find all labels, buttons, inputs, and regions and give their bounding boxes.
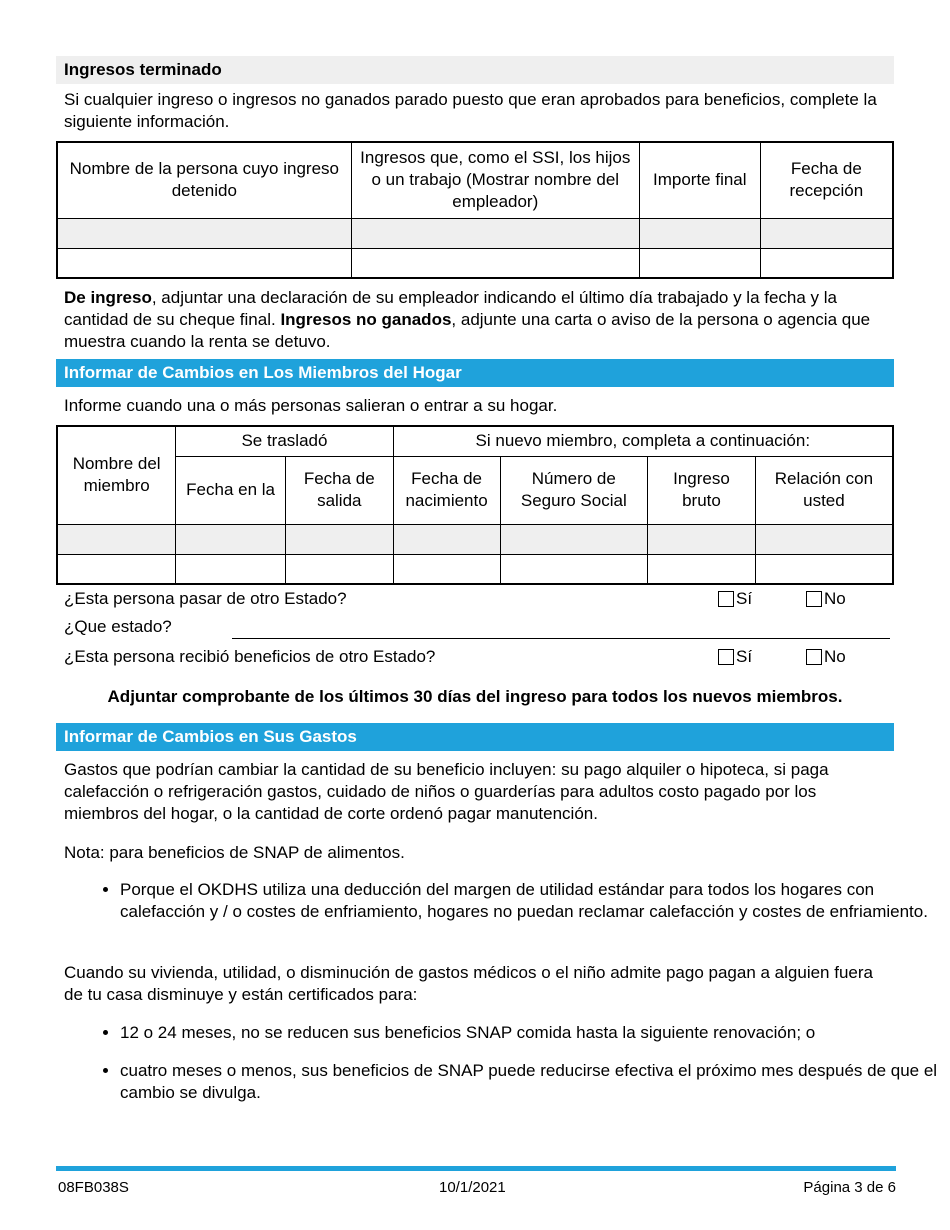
expenses-paragraph-2: Nota: para beneficios de SNAP de alimentos. — [64, 843, 405, 862]
table-cell[interactable] — [500, 524, 648, 554]
note-text-income: , adjuntar una declaración de su empleador indicando el último día trabajado y la fecha y la cantidad de su cheque final. — [64, 288, 838, 329]
table-row — [57, 554, 893, 584]
col-group-new-member: Si nuevo miembro, completa a continuación: — [393, 426, 893, 456]
col-person-name: Nombre de la persona cuyo ingreso detenido — [57, 142, 351, 218]
col-group-moved: Se trasladó — [176, 426, 393, 456]
table-cell[interactable] — [285, 554, 393, 584]
table-cell[interactable] — [760, 218, 893, 248]
income-ended-table — [56, 141, 894, 279]
table-row — [57, 248, 893, 278]
note-text-unearned: , adjunte una carta o aviso de la persona o agencia que muestra cuando la renta se detuvo. — [64, 310, 871, 351]
list-item: • cuatro meses o menos, sus beneficios de SNAP puede reducirse efectiva el próximo mes después de que el cambio se divulga. — [120, 1060, 950, 1104]
checkbox-box[interactable] — [718, 649, 734, 665]
note-bold-income: De ingreso — [64, 288, 152, 307]
other-state-yes-checkbox[interactable] — [718, 589, 752, 609]
income-ended-title: Ingresos terminado — [64, 60, 222, 79]
footer-date: 10/1/2021 — [439, 1179, 506, 1196]
col-date-in: Fecha en la — [176, 456, 286, 524]
expenses-bullet-list-3 — [64, 1060, 950, 1104]
checkbox-box[interactable] — [718, 591, 734, 607]
table-cell[interactable] — [393, 524, 500, 554]
footer-page-number: Página 3 de 6 — [803, 1179, 896, 1196]
household-intro: Informe cuando una o más personas salieran o entrar a su hogar. — [64, 396, 558, 415]
table-cell[interactable] — [760, 248, 893, 278]
expenses-section-title: Informar de Cambios en Sus Gastos — [64, 727, 357, 746]
col-final-amount: Importe final — [639, 142, 760, 218]
table-cell[interactable] — [755, 524, 893, 554]
table-row — [57, 524, 893, 554]
benefits-no-checkbox[interactable] — [806, 647, 846, 667]
table-cell[interactable] — [755, 554, 893, 584]
table-cell[interactable] — [176, 524, 286, 554]
col-dob: Fecha de nacimiento — [393, 456, 500, 524]
table-cell[interactable] — [176, 554, 286, 584]
col-income-type: Ingresos que, como el SSI, los hijos o un trabajo (Mostrar nombre del empleador) — [351, 142, 639, 218]
attach-proof-note: Adjuntar comprobante de los últimos 30 días del ingreso para todos los nuevos miembros. — [107, 687, 843, 706]
household-table — [56, 425, 894, 585]
table-cell[interactable] — [57, 524, 176, 554]
col-relation: Relación con usted — [755, 456, 893, 524]
table-cell[interactable] — [57, 218, 351, 248]
question-other-state-benefits: ¿Esta persona recibió beneficios de otro Estado? — [64, 647, 436, 666]
list-item: • Porque el OKDHS utiliza una deducción del margen de utilidad estándar para todos los hogares con calefacción y / o costes de enfriamiento, hogares no puedan reclamar calefacción y costes de enfriamiento. — [120, 879, 950, 923]
checkbox-label: Sí — [736, 589, 753, 608]
benefits-yes-checkbox[interactable] — [718, 647, 752, 667]
table-cell[interactable] — [57, 554, 176, 584]
list-item: • 12 o 24 meses, no se reducen sus beneficios SNAP comida hasta la siguiente renovación; o — [120, 1022, 950, 1044]
table-cell[interactable] — [285, 524, 393, 554]
table-row — [57, 218, 893, 248]
question-other-state: ¿Esta persona pasar de otro Estado? — [64, 589, 347, 608]
expenses-bullet-list-1 — [64, 879, 950, 923]
table-cell[interactable] — [639, 218, 760, 248]
which-state-input-line[interactable] — [232, 638, 890, 639]
checkbox-box[interactable] — [806, 591, 822, 607]
col-member-name: Nombre del miembro — [57, 426, 176, 524]
table-cell[interactable] — [500, 554, 648, 584]
col-gross-income: Ingreso bruto — [648, 456, 756, 524]
table-cell[interactable] — [648, 554, 756, 584]
table-cell[interactable] — [393, 554, 500, 584]
col-date-out: Fecha de salida — [285, 456, 393, 524]
col-ssn: Número de Seguro Social — [500, 456, 648, 524]
checkbox-label: No — [824, 589, 846, 608]
table-cell[interactable] — [648, 524, 756, 554]
expenses-bullet-list-2 — [64, 1022, 950, 1044]
checkbox-label: No — [824, 647, 846, 666]
household-section-title: Informar de Cambios en Los Miembros del Hogar — [64, 363, 462, 382]
income-ended-header — [56, 56, 894, 84]
note-bold-unearned: Ingresos no ganados — [280, 310, 452, 329]
household-section-header — [56, 359, 894, 387]
expenses-paragraph-3: Cuando su vivienda, utilidad, o disminución de gastos médicos o el niño admite pago pagan a alguien fuera de tu casa disminuye y están certificados para: — [64, 963, 873, 1004]
table-cell[interactable] — [639, 248, 760, 278]
table-cell[interactable] — [351, 218, 639, 248]
income-ended-intro: Si cualquier ingreso o ingresos no ganados parado puesto que eran aprobados para beneficios, complete la siguiente información. — [64, 90, 877, 131]
income-ended-note — [64, 287, 892, 353]
other-state-no-checkbox[interactable] — [806, 589, 846, 609]
footer-form-id: 08FB038S — [58, 1179, 129, 1196]
checkbox-label: Sí — [736, 647, 753, 666]
expenses-section-header — [56, 723, 894, 751]
checkbox-box[interactable] — [806, 649, 822, 665]
col-receipt-date: Fecha de recepción — [760, 142, 893, 218]
question-which-state: ¿Que estado? — [64, 617, 172, 636]
table-cell[interactable] — [351, 248, 639, 278]
footer-rule — [56, 1166, 896, 1171]
expenses-paragraph-1: Gastos que podrían cambiar la cantidad de su beneficio incluyen: su pago alquiler o hipoteca, si paga calefacción o refrigeración gastos, cuidado de niños o guarderías para adultos costo pagado por los miembros del hogar, o la cantidad de corte ordenó pagar manutención. — [64, 760, 829, 823]
table-cell[interactable] — [57, 248, 351, 278]
